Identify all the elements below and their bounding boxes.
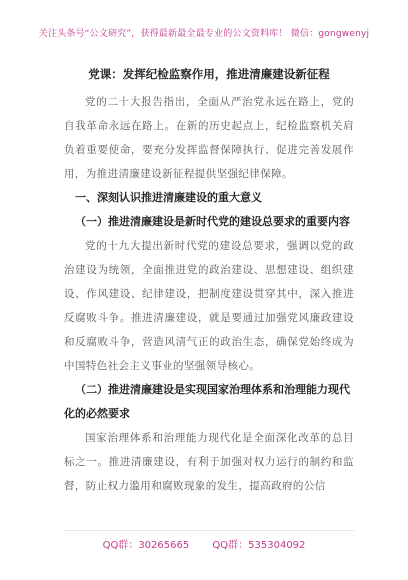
intro-paragraph: 党的二十大报告指出，全面从严治党永远在路上，党的自我革命永远在路上。在新的历史起点上，纪检监察机关肩负着重要使命，要充分发挥监督保障执行、促进完善发展作用，为推进清廉建设新征程提供坚强纪律保障。 xyxy=(64,96,354,180)
subsection-body-2: 国家治理体系和治理能力现代化是全面深化改革的总目标之一。推进清廉建设，有利于加强对权力运行的制约和监督，防止权力滥用和腐败现象的发生，提高政府的公信 xyxy=(64,432,354,492)
section-heading: 一、深刻认识推进清廉建设的重大意义 xyxy=(75,191,262,204)
header-note: 关注头条号“公文研究”，获得最新最全最专业的公文资料库！ 微信：gongwenyj xyxy=(38,29,370,39)
document-title: 党课：发挥纪检监察作用，推进清廉建设新征程 xyxy=(88,67,330,81)
footer-qq-group-2: QQ群：535304092 xyxy=(212,540,306,551)
subsection-heading-1: （一）推进清廉建设是新时代党的建设总要求的重要内容 xyxy=(75,215,350,228)
footer-divider xyxy=(64,530,354,531)
subsection-body-1: 党的十九大提出新时代党的建设总要求，强调以党的政治建设为统领，全面推进党的政治建设、思想建设、组织建设、作风建设、纪律建设，把制度建设贯穿其中，深入推进反腐败斗争。推进清廉建设，就是要通过加强党风廉政建设和反腐败斗争，营造风清气正的政治生态，确保党始终成为中国特色社会主义事业的坚强领导核心。 xyxy=(64,240,354,372)
footer xyxy=(0,536,408,551)
footer-qq-group-1: QQ群：30265665 xyxy=(102,540,190,551)
subsection-heading-2: （二）推进清廉建设是实现国家治理体系和治理能力现代化的必然要求 xyxy=(64,383,350,420)
document-page xyxy=(64,66,354,498)
